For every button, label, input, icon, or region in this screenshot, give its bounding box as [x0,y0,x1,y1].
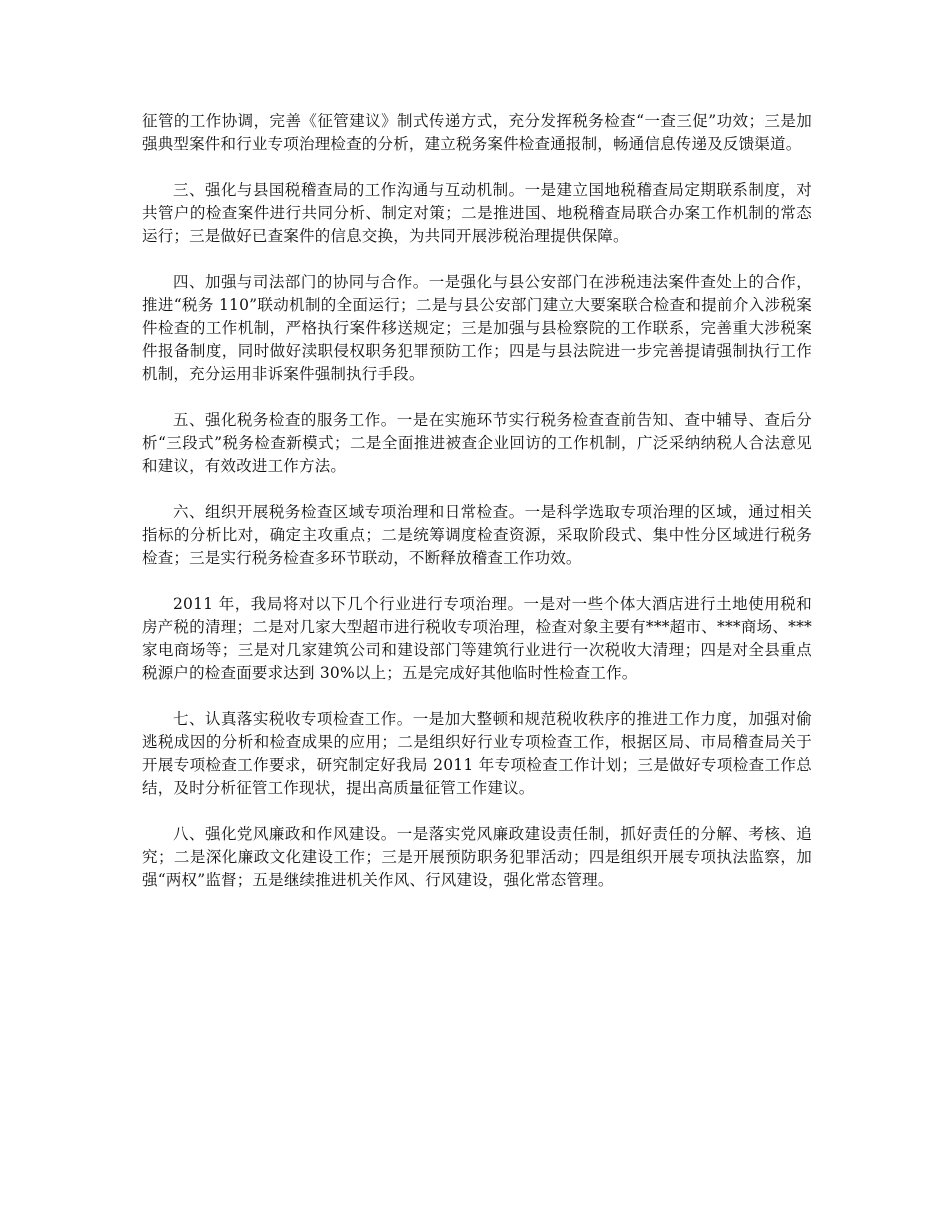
paragraph-section-4: 四、加强与司法部门的协同与合作。一是强化与县公安部门在涉税违法案件查处上的合作，推进“税务 110”联动机制的全面运行；二是与县公安部门建立大要案联合检查和提前介入涉税案件检查的工作机制，严格执行案件移送规定；三是加强与县检察院的工作联系，完善重大涉税案件报备制度，同时做好渎职侵权职务犯罪预防工作；四是与县法院进一步完善提请强制执行工作机制，充分运用非诉案件强制执行手段。 [142,273,812,383]
paragraph-2011-plan: 2011 年，我局将对以下几个行业进行专项治理。一是对一些个体大酒店进行土地使用税和房产税的清理；二是对几家大型超市进行税收专项治理，检查对象主要有***超市、***商场、***家电商场等；三是对几家建筑公司和建设部门等建筑行业进行一次税收大清理；四是对全县重点税源户的检查面要求达到 30%以上；五是完成好其他临时性检查工作。 [142,595,812,682]
paragraph-section-5: 五、强化税务检查的服务工作。一是在实施环节实行税务检查查前告知、查中辅导、查后分析“三段式”税务检查新模式；二是全面推进被查企业回访的工作机制，广泛采纳纳税人合法意见和建议，有效改进工作方法。 [142,411,812,475]
document-body [142,110,812,915]
paragraph-section-8: 八、强化党风廉政和作风建设。一是落实党风廉政建设责任制，抓好责任的分解、考核、追究；二是深化廉政文化建设工作；三是开展预防职务犯罪活动；四是组织开展专项执法监察，加强“两权”监督；五是继续推进机关作风、行风建设，强化常态管理。 [142,825,812,889]
paragraph-section-6: 六、组织开展税务检查区域专项治理和日常检查。一是科学选取专项治理的区域，通过相关指标的分析比对，确定主攻重点；二是统筹调度检查资源，采取阶段式、集中性分区域进行税务检查；三是实行税务检查多环节联动，不断释放稽查工作功效。 [142,503,812,567]
paragraph-section-7: 七、认真落实税收专项检查工作。一是加大整顿和规范税收秩序的推进工作力度，加强对偷逃税成因的分析和检查成果的应用；二是组织好行业专项检查工作，根据区局、市局稽查局关于开展专项检查工作要求，研究制定好我局 2011 年专项检查工作计划；三是做好专项检查工作总结，及时分析征管工作现状，提出高质量征管工作建议。 [142,710,812,797]
paragraph-continuation: 征管的工作协调，完善《征管建议》制式传递方式，充分发挥税务检查“一查三促”功效；三是加强典型案件和行业专项治理检查的分析，建立税务案件检查通报制，畅通信息传递及反馈渠道。 [142,112,812,153]
paragraph-section-3: 三、强化与县国税稽查局的工作沟通与互动机制。一是建立国地税稽查局定期联系制度，对共管户的检查案件进行共同分析、制定对策；二是推进国、地税稽查局联合办案工作机制的常态运行；三是做好已查案件的信息交换，为共同开展涉税治理提供保障。 [142,181,812,245]
